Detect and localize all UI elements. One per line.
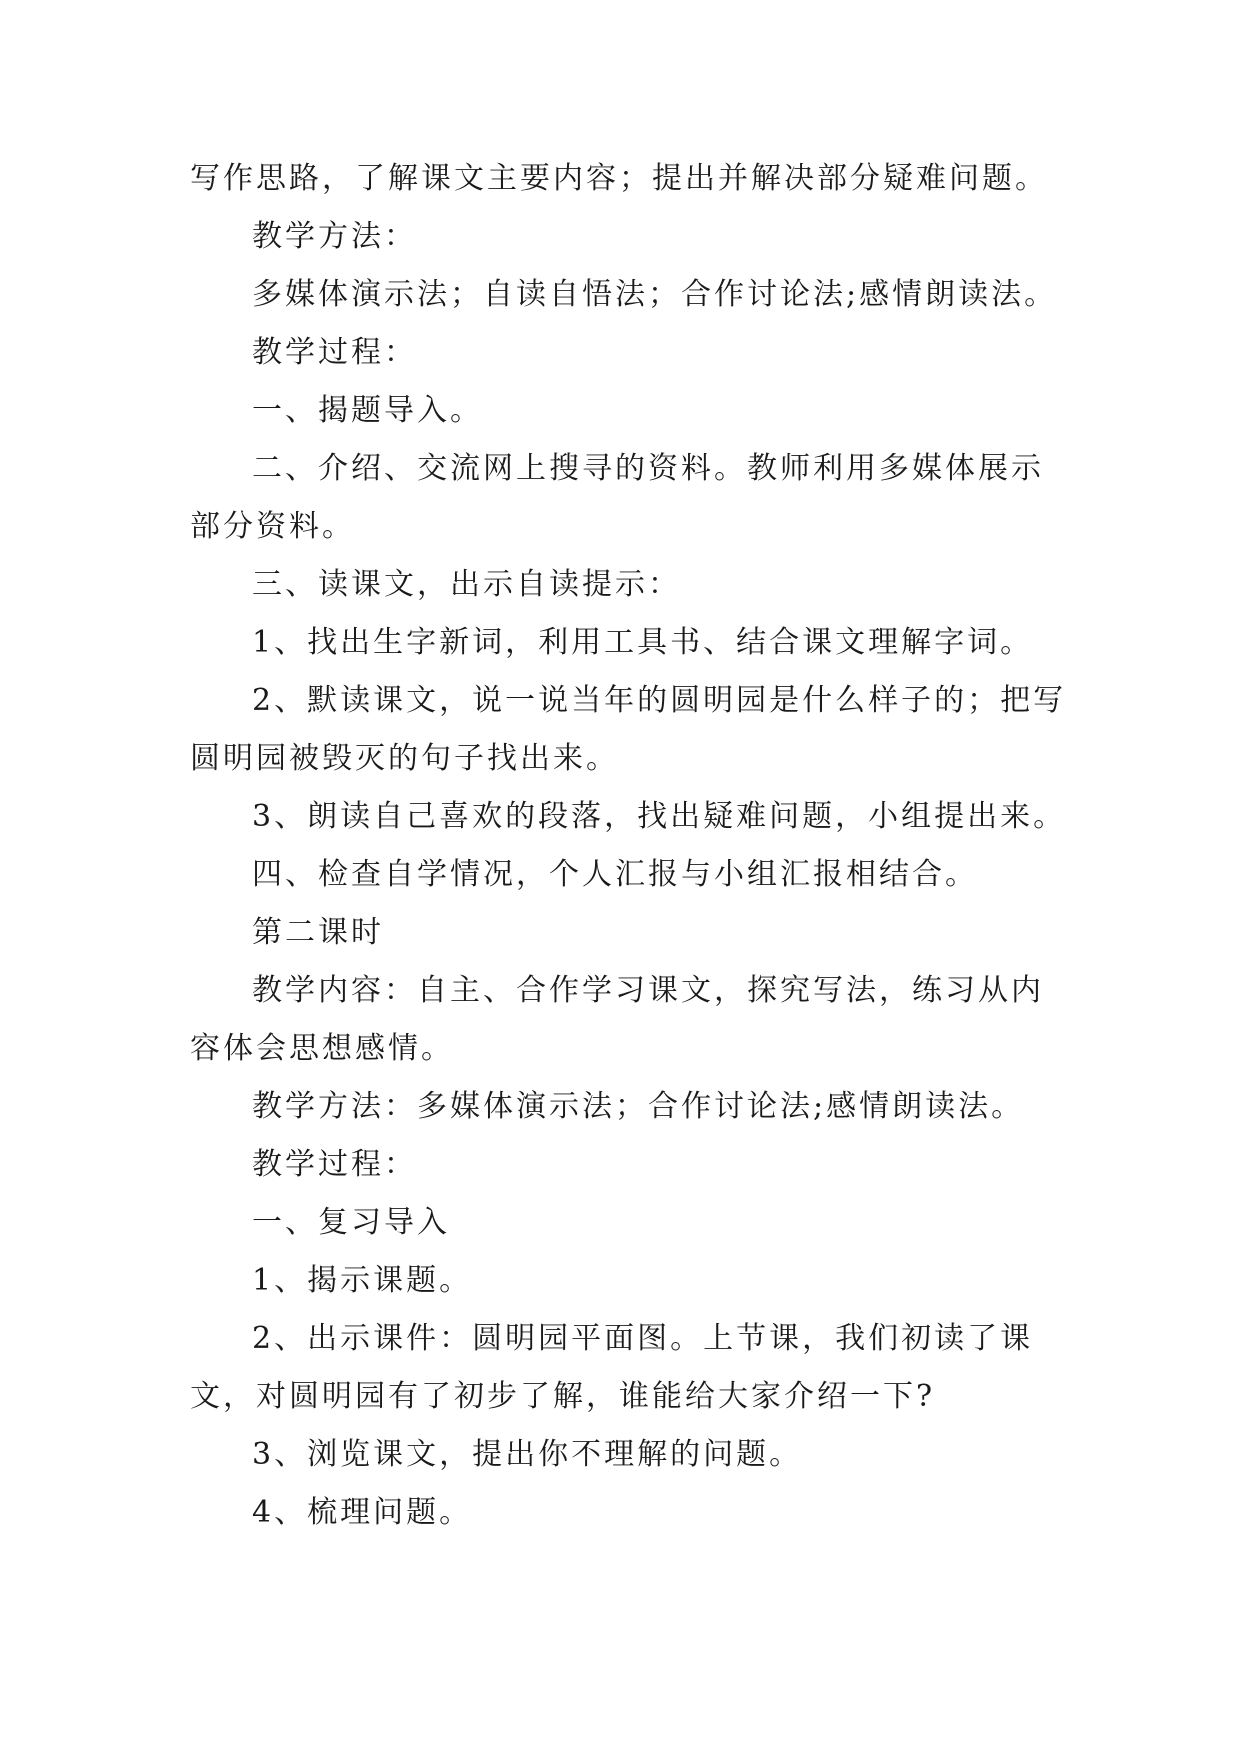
- paragraph: 2、出示课件：圆明园平面图。上节课，我们初读了课文，对圆明园有了初步了解，谁能给大家介绍一下?: [190, 1321, 1034, 1414]
- paragraph: 1、找出生字新词，利用工具书、结合课文理解字词。: [252, 625, 1034, 660]
- paragraph: 3、浏览课文，提出你不理解的问题。: [252, 1437, 803, 1472]
- paragraph: 一、揭题导入。: [252, 393, 483, 428]
- paragraph: 多媒体演示法；自读自悟法；合作讨论法;感情朗读法。: [252, 277, 1058, 312]
- paragraph: 2、默读课文，说一说当年的圆明园是什么样子的；把写圆明园被毁灭的句子找出来。: [190, 683, 1067, 776]
- paragraph: 教学过程：: [252, 1147, 417, 1182]
- paragraph: 写作思路，了解课文主要内容；提出并解决部分疑难问题。: [190, 161, 1048, 196]
- paragraph: 4、梳理问题。: [252, 1495, 473, 1530]
- paragraph: 3、朗读自己喜欢的段落，找出疑难问题，小组提出来。: [252, 799, 1067, 834]
- paragraph: 一、复习导入: [252, 1205, 450, 1240]
- paragraph: 教学方法：: [252, 219, 417, 254]
- document-body: [190, 150, 1070, 1542]
- paragraph: 教学内容：自主、合作学习课文，探究写法，练习从内容体会思想感情。: [190, 973, 1044, 1066]
- paragraph: 二、介绍、交流网上搜寻的资料。教师利用多媒体展示部分资料。: [190, 451, 1044, 544]
- paragraph: 四、检查自学情况，个人汇报与小组汇报相结合。: [252, 857, 978, 892]
- paragraph: 第二课时: [252, 915, 384, 950]
- paragraph: 教学方法：多媒体演示法；合作讨论法;感情朗读法。: [252, 1089, 1025, 1124]
- paragraph: 教学过程：: [252, 335, 417, 370]
- paragraph: 三、读课文，出示自读提示：: [252, 567, 681, 602]
- paragraph: 1、揭示课题。: [252, 1263, 473, 1298]
